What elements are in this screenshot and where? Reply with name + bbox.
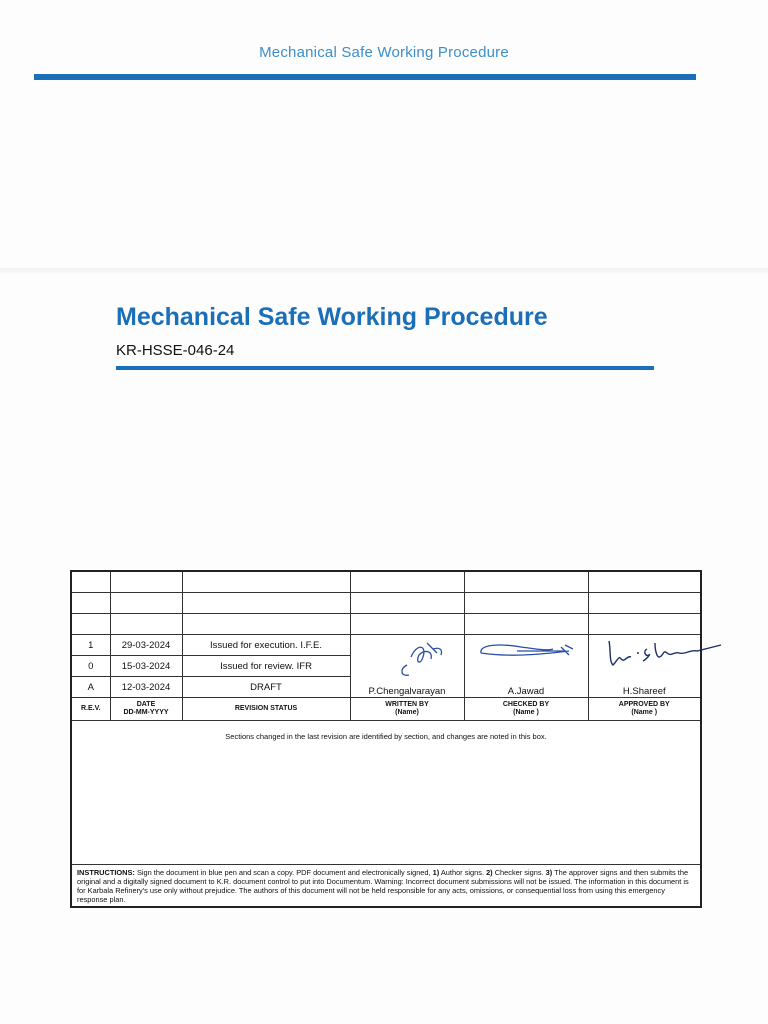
empty-row bbox=[72, 614, 700, 635]
instructions-step: 2) bbox=[486, 868, 493, 877]
approved-by-header bbox=[588, 698, 700, 721]
approved-by-header-label: APPROVED BY bbox=[618, 701, 670, 708]
instructions-text: Sign the document in blue pen and scan a copy. PDF document and electronically signed, bbox=[134, 868, 433, 877]
checked-by-header-sub: (Name ) bbox=[513, 709, 539, 716]
rev-header: R.E.V. bbox=[72, 698, 110, 721]
changes-note: Sections changed in the last revision are identified by section, and changes are noted in this box. bbox=[225, 732, 547, 741]
revision-table bbox=[70, 570, 702, 908]
written-by-signature-cell bbox=[350, 635, 464, 698]
checked-by-signature-cell bbox=[464, 635, 588, 698]
approver-signature bbox=[603, 635, 727, 669]
instructions-step: 1) bbox=[432, 868, 440, 877]
rev-status: DRAFT bbox=[182, 677, 350, 698]
header-title: Mechanical Safe Working Procedure bbox=[259, 44, 509, 61]
written-by-name: P.Chengalvarayan bbox=[368, 686, 446, 697]
revision-row bbox=[72, 635, 700, 656]
written-by-header-label: WRITTEN BY bbox=[385, 701, 429, 708]
document-code: KR-HSSE-046-24 bbox=[116, 342, 235, 359]
date-header-label: DATE bbox=[136, 701, 156, 708]
checker-signature bbox=[477, 639, 581, 665]
checked-by-header-label: CHECKED BY bbox=[502, 701, 550, 708]
date-header-format: DD-MM-YYYY bbox=[123, 709, 169, 716]
checked-by-name: A.Jawad bbox=[507, 686, 545, 697]
written-by-header bbox=[350, 698, 464, 721]
empty-row bbox=[72, 572, 700, 593]
status-header: REVISION STATUS bbox=[182, 698, 350, 721]
rev-number: A bbox=[72, 677, 110, 698]
author-signature bbox=[393, 635, 453, 679]
approved-by-header-sub: (Name ) bbox=[631, 709, 658, 716]
document-title: Mechanical Safe Working Procedure bbox=[116, 303, 548, 331]
revision-grid bbox=[72, 572, 700, 721]
instructions-box bbox=[72, 864, 700, 906]
rev-date: 15-03-2024 bbox=[110, 656, 182, 677]
rev-status: Issued for execution. I.F.E. bbox=[182, 635, 350, 656]
instructions-step: 3) bbox=[545, 868, 553, 877]
date-header bbox=[110, 698, 182, 721]
checked-by-header bbox=[464, 698, 588, 721]
instructions-text: Author signs. bbox=[439, 868, 487, 877]
header-rule bbox=[34, 74, 696, 80]
rev-number: 1 bbox=[72, 635, 110, 656]
instructions-label: INSTRUCTIONS: bbox=[77, 868, 135, 877]
page-fold-divider bbox=[0, 268, 768, 274]
rev-date: 12-03-2024 bbox=[110, 677, 182, 698]
approved-by-signature-cell bbox=[588, 635, 700, 698]
written-by-header-sub: (Name) bbox=[395, 709, 419, 716]
header-row bbox=[72, 698, 700, 721]
approved-by-name: H.Shareef bbox=[622, 686, 666, 697]
rev-date: 29-03-2024 bbox=[110, 635, 182, 656]
instructions-text: Checker signs. bbox=[492, 868, 546, 877]
empty-row bbox=[72, 593, 700, 614]
title-rule bbox=[116, 366, 654, 370]
rev-number: 0 bbox=[72, 656, 110, 677]
rev-status: Issued for review. IFR bbox=[182, 656, 350, 677]
instructions-text: The approver signs and then submits the original and a digitally signed document to K.R. document control to put into Documentum. Warning: Incorrect document submissions will not be issued. The information in this document is for Karbala Refinery's use only without prejudice. The authors of this document will not be held responsible for any acts, omissions, or consequential loss from using this emergency response plan. bbox=[77, 868, 689, 904]
